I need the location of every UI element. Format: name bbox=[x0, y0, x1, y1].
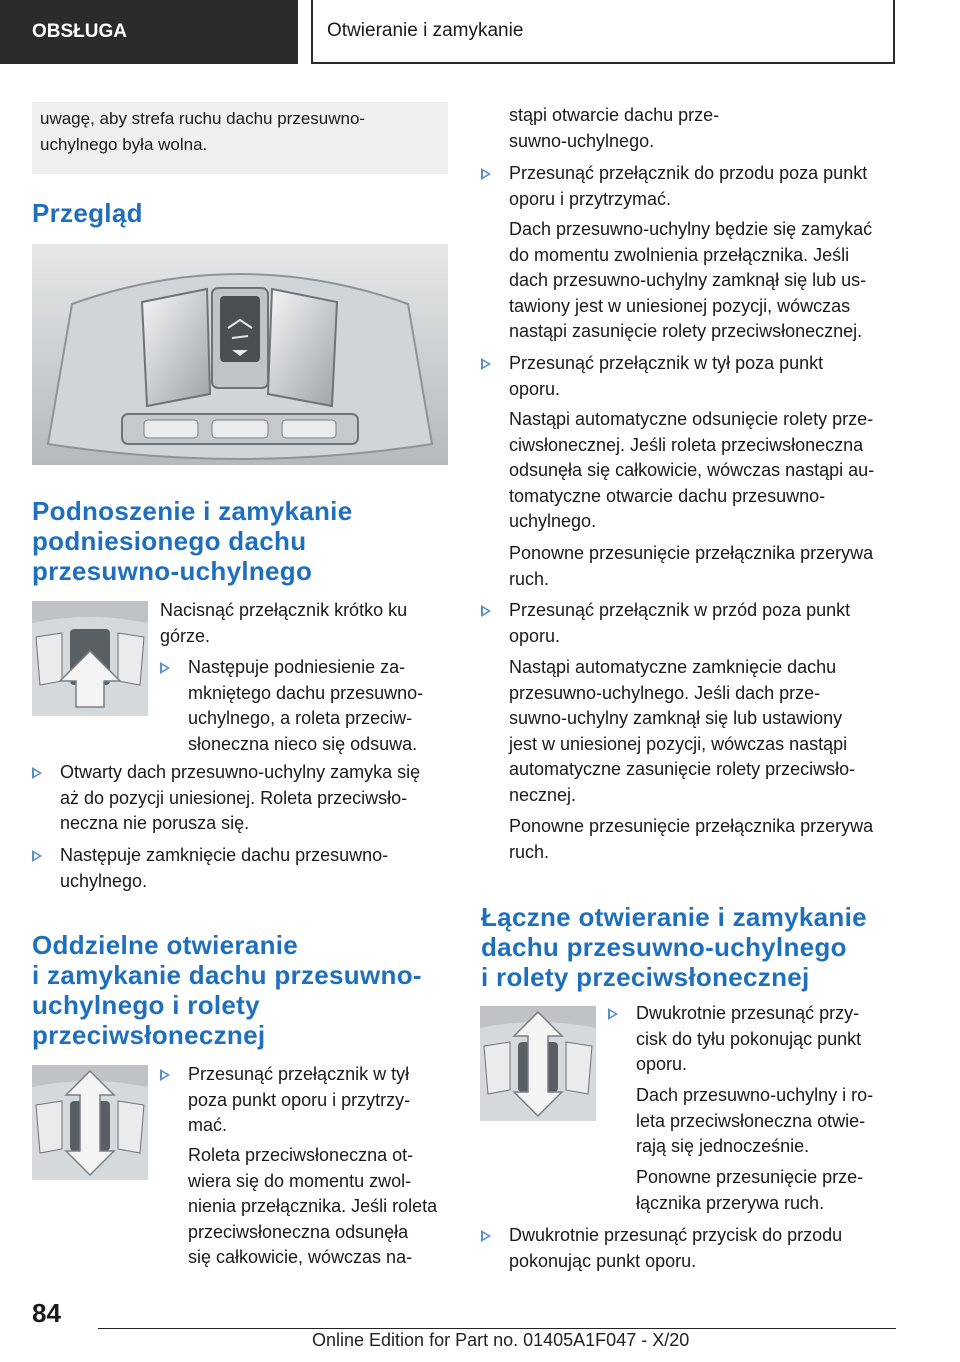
section-tab bbox=[0, 0, 298, 64]
text-line: leta przeciwsłoneczna otwie- bbox=[636, 1110, 866, 1131]
note-line: uwagę, aby strefa ruchu dachu przesuwno- bbox=[40, 109, 366, 128]
heading-line: Łączne otwieranie i zamykanie bbox=[481, 902, 867, 932]
text-line: Nastąpi automatyczne zamknięcie dachu bbox=[509, 657, 837, 677]
text-line: necznej. bbox=[509, 784, 577, 805]
text-line: cisk do tyłu pokonując punkt bbox=[636, 1028, 862, 1049]
right-item-1 bbox=[481, 161, 899, 212]
text-line: się całkowicie, wówczas na- bbox=[188, 1247, 413, 1267]
right-item-3 bbox=[481, 598, 899, 649]
text-line: Ponowne przesunięcie prze- bbox=[636, 1167, 864, 1187]
chapter-title: Otwieranie i zamykanie bbox=[327, 20, 524, 41]
continued-text bbox=[509, 103, 899, 154]
overview-photo bbox=[32, 244, 448, 465]
text-line: Przesunąć przełącznik w tył poza punkt bbox=[509, 353, 824, 373]
bullet-triangle-icon bbox=[481, 358, 491, 370]
text-line: tawiony jest w uniesionej pozycji, wówczas bbox=[509, 295, 851, 316]
text-line: dach przesuwno-uchylny zamknął się lub us- bbox=[509, 270, 867, 290]
combined-item-1-detail-2 bbox=[636, 1165, 898, 1216]
bullet-triangle-icon bbox=[32, 850, 42, 862]
heading-separate bbox=[32, 930, 422, 1050]
bullet-triangle-icon bbox=[32, 767, 42, 779]
switch-updown-illustration bbox=[32, 1065, 148, 1180]
heading-overview: Przegląd bbox=[32, 198, 143, 228]
text-line: nastąpi zasunięcie rolety przeciwsłonecznej. bbox=[509, 321, 863, 341]
text-line: Otwarty dach przesuwno-uchylny zamyka się bbox=[60, 762, 421, 782]
text-line: nienia przełącznika. Jeśli roleta bbox=[188, 1196, 438, 1216]
text-line: automatyczne zasunięcie rolety przeciwsło- bbox=[509, 759, 856, 779]
text-line: Dwukrotnie przesunąć przy- bbox=[636, 1003, 860, 1023]
switch-up-photo bbox=[32, 601, 148, 716]
text-line: Przesunąć przełącznik do przodu poza punkt bbox=[509, 163, 868, 183]
lift-item-1 bbox=[160, 655, 448, 757]
note-line: uchylnego była wolna. bbox=[40, 135, 208, 154]
text-line: przesuwno-uchylnego. Jeśli dach prze- bbox=[509, 682, 821, 703]
text-line: Przesunąć przełącznik w tył bbox=[188, 1064, 410, 1084]
warning-note-continued bbox=[32, 102, 448, 174]
right-item-2-detail-2 bbox=[509, 541, 899, 592]
lift-item-3 bbox=[32, 843, 448, 894]
text-line: Nacisnąć przełącznik krótko ku bbox=[160, 600, 408, 620]
right-item-3-detail-2 bbox=[509, 814, 899, 865]
switch-up-illustration bbox=[32, 601, 148, 716]
right-item-3-detail bbox=[509, 655, 899, 808]
text-line: oporu i przytrzymać. bbox=[509, 188, 672, 209]
text-line: uchylnego. bbox=[60, 870, 148, 891]
text-line: łącznika przerywa ruch. bbox=[636, 1192, 825, 1213]
bullet-triangle-icon bbox=[160, 1069, 170, 1081]
page-number: 84 bbox=[32, 1298, 61, 1328]
text-line: Nastąpi automatyczne odsunięcie rolety prze- bbox=[509, 409, 874, 429]
text-line: rają się jednocześnie. bbox=[636, 1136, 810, 1156]
text-line: oporu. bbox=[509, 625, 561, 646]
text-line: oporu. bbox=[636, 1054, 688, 1074]
text-line: Następuje podniesienie za- bbox=[188, 657, 406, 677]
heading-line: podniesionego dachu bbox=[32, 526, 307, 556]
text-line: Dach przesuwno-uchylny i ro- bbox=[636, 1085, 874, 1105]
text-line: uchylnego, a roleta przeciw- bbox=[188, 708, 413, 728]
text-line: Następuje zamknięcie dachu przesuwno- bbox=[60, 845, 389, 865]
roof-console-illustration bbox=[32, 244, 448, 465]
text-line: uchylnego. bbox=[509, 511, 597, 531]
text-line: suwno-uchylny zamknął się lub ustawiony bbox=[509, 708, 843, 728]
right-item-2-detail bbox=[509, 407, 899, 535]
bullet-triangle-icon bbox=[160, 662, 170, 674]
bullet-triangle-icon bbox=[481, 168, 491, 180]
text-line: stąpi otwarcie dachu prze- bbox=[509, 105, 720, 125]
heading-combined bbox=[481, 902, 867, 992]
text-line: mkniętego dachu przesuwno- bbox=[188, 682, 424, 703]
switch-double-photo bbox=[480, 1006, 596, 1121]
heading-line: dachu przesuwno-uchylnego bbox=[481, 932, 847, 962]
combined-item-2 bbox=[481, 1223, 899, 1274]
combined-item-1 bbox=[608, 1001, 898, 1078]
text-line: Ponowne przesunięcie przełącznika przerywa bbox=[509, 543, 874, 563]
sep-item-1 bbox=[160, 1062, 448, 1139]
text-line: pokonując punkt oporu. bbox=[509, 1250, 697, 1271]
text-line: Dwukrotnie przesunąć przycisk do przodu bbox=[509, 1225, 843, 1245]
heading-line: Podnoszenie i zamykanie bbox=[32, 496, 353, 526]
text-line: ruch. bbox=[509, 841, 550, 862]
section-title: OBSŁUGA bbox=[32, 21, 127, 42]
text-line: neczna nie porusza się. bbox=[60, 813, 250, 833]
heading-line: i rolety przeciwsłonecznej bbox=[481, 962, 810, 992]
combined-item-1-detail bbox=[636, 1083, 898, 1160]
text-line: ciwsłonecznej. Jeśli roleta przeciwsłoneczna bbox=[509, 434, 864, 455]
right-item-2 bbox=[481, 351, 899, 402]
text-line: Roleta przeciwsłoneczna ot- bbox=[188, 1145, 414, 1165]
heading-line: przeciwsłonecznej bbox=[32, 1020, 266, 1050]
lift-intro bbox=[160, 598, 448, 649]
text-line: Ponowne przesunięcie przełącznika przerywa bbox=[509, 816, 874, 836]
bullet-triangle-icon bbox=[481, 605, 491, 617]
switch-double-illustration bbox=[480, 1006, 596, 1121]
heading-line: Oddzielne otwieranie bbox=[32, 930, 299, 960]
text-line: do momentu zwolnienia przełącznika. Jeśli bbox=[509, 244, 850, 265]
text-line: poza punkt oporu i przytrzy- bbox=[188, 1089, 411, 1110]
heading-line: przesuwno-uchylnego bbox=[32, 556, 313, 586]
heading-lift bbox=[32, 496, 352, 586]
text-line: górze. bbox=[160, 625, 211, 646]
text-line: oporu. bbox=[509, 378, 561, 399]
edition-footer: Online Edition for Part no. 01405A1F047 - X/20 bbox=[312, 1330, 690, 1350]
text-line: słoneczna nieco się odsuwa. bbox=[188, 733, 418, 754]
text-line: aż do pozycji uniesionej. Roleta przeciwsło- bbox=[60, 787, 408, 808]
bullet-triangle-icon bbox=[608, 1008, 618, 1020]
footer-divider bbox=[98, 1328, 896, 1329]
text-line: ruch. bbox=[509, 568, 550, 589]
text-line: wiera się do momentu zwol- bbox=[188, 1170, 412, 1191]
switch-updown-photo bbox=[32, 1065, 148, 1180]
text-line: Dach przesuwno-uchylny będzie się zamykać bbox=[509, 219, 873, 239]
text-line: jest w uniesionej pozycji, wówczas nastąpi bbox=[509, 733, 848, 754]
text-line: Przesunąć przełącznik w przód poza punkt bbox=[509, 600, 851, 620]
text-line: odsunęła się całkowicie, wówczas nastąpi au- bbox=[509, 460, 875, 480]
heading-line: i zamykanie dachu przesuwno- bbox=[32, 960, 422, 990]
chapter-tab bbox=[311, 0, 895, 64]
text-line: tomatyczne otwarcie dachu przesuwno- bbox=[509, 485, 826, 506]
text-line: suwno-uchylnego. bbox=[509, 130, 655, 151]
bullet-triangle-icon bbox=[481, 1230, 491, 1242]
heading-line: uchylnego i rolety bbox=[32, 990, 260, 1020]
right-item-1-detail bbox=[509, 217, 899, 345]
lift-item-2 bbox=[32, 760, 448, 837]
text-line: przeciwsłoneczna odsunęła bbox=[188, 1221, 409, 1242]
sep-item-1-detail bbox=[188, 1143, 448, 1271]
text-line: mać. bbox=[188, 1115, 228, 1135]
